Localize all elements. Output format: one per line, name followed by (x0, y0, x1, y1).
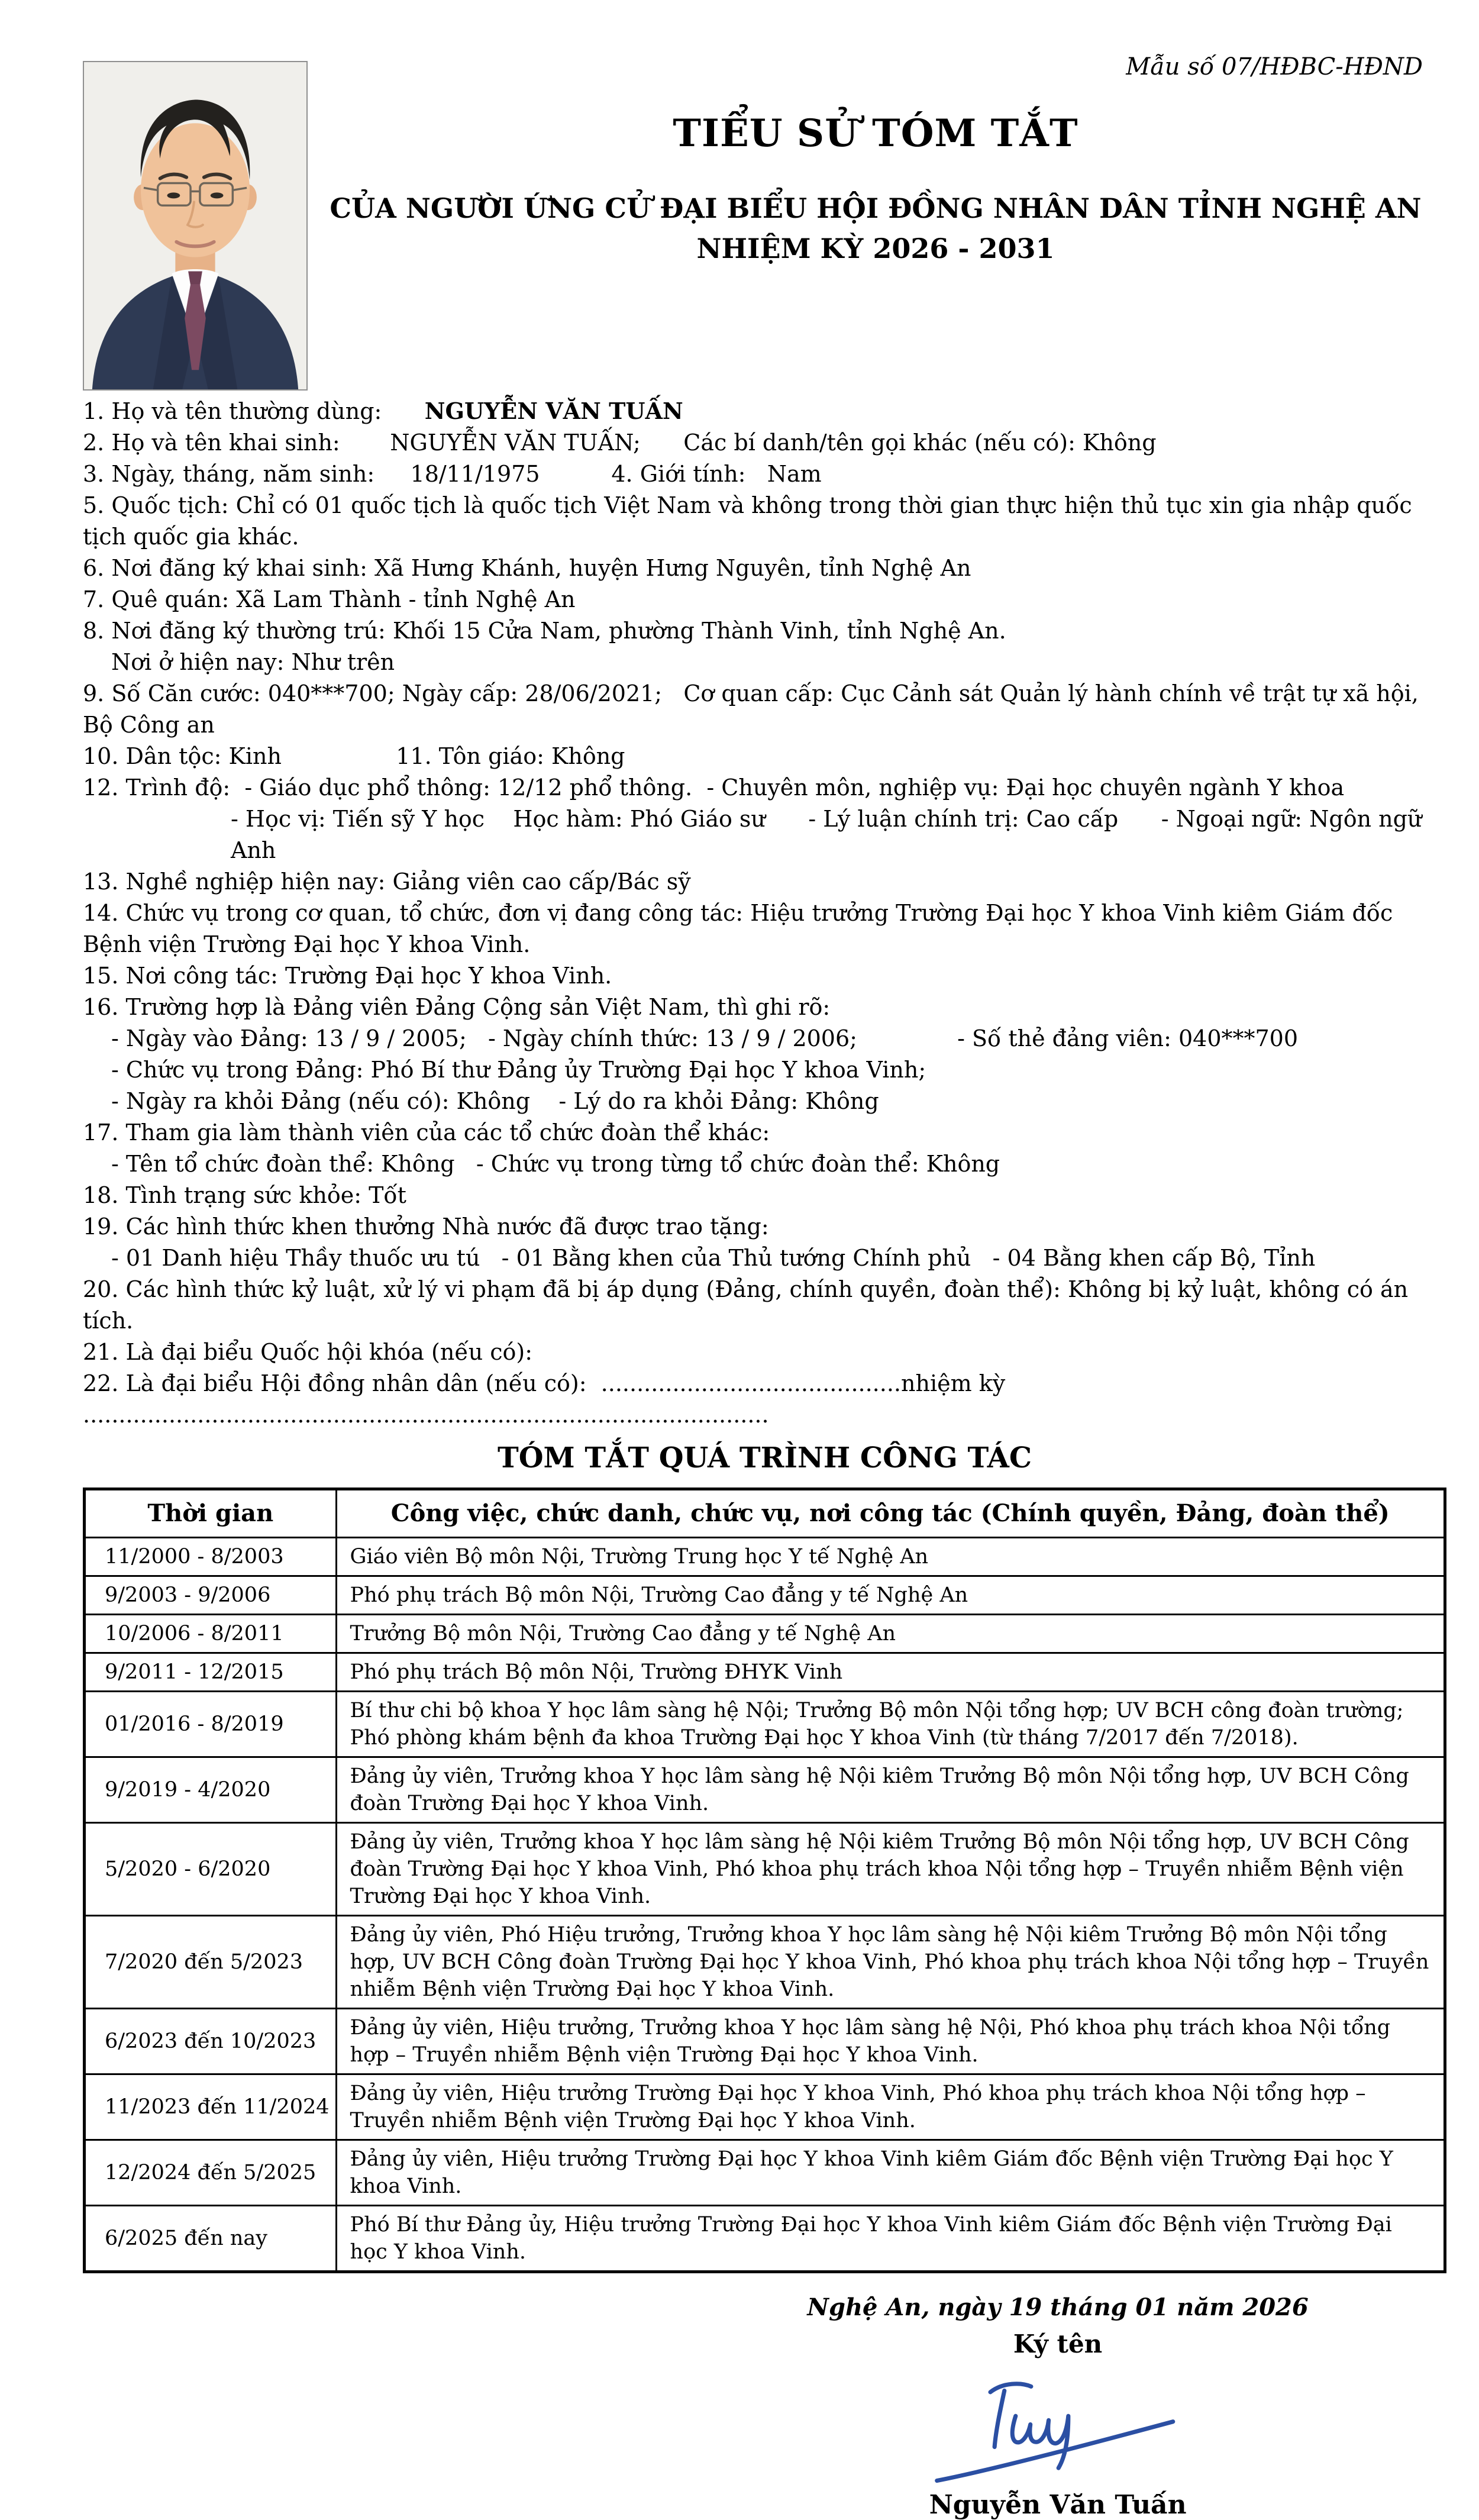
column-header-time: Thời gian (85, 1489, 337, 1538)
time-cell: 11/2023 đến 11/2024 (85, 2074, 337, 2140)
page-title: TIỂU SỬ TÓM TẮT (673, 111, 1078, 156)
time-cell: 7/2020 đến 5/2023 (85, 1916, 337, 2009)
time-cell: 6/2023 đến 10/2023 (85, 2009, 337, 2074)
bio-line-19a: - 01 Danh hiệu Thầy thuốc ưu tú - 01 Bằng khen của Thủ tướng Chính phủ - 04 Bằng khen cấp Bộ, Tỉnh (111, 1245, 1316, 1271)
time-cell: 9/2019 - 4/2020 (85, 1757, 337, 1823)
work-history-row (85, 2206, 1445, 2272)
work-history-row (85, 1653, 1445, 1692)
job-cell: Trưởng Bộ môn Nội, Trường Cao đẳng y tế Nghệ An (336, 1615, 1445, 1653)
time-cell: 6/2025 đến nay (85, 2206, 337, 2272)
work-history-row (85, 1576, 1445, 1615)
bio-line-2: 2. Họ và tên khai sinh: NGUYỄN VĂN TUẤN; Các bí danh/tên gọi khác (nếu có): Không (83, 430, 1157, 456)
work-history-row (85, 2009, 1445, 2074)
work-history-table (83, 1488, 1446, 2273)
job-cell: Đảng ủy viên, Phó Hiệu trưởng, Trưởng khoa Y học lâm sàng hệ Nội kiêm Trưởng Bộ môn Nội tổng hợp, UV BCH Công đoàn Trường Đại học Y khoa Vinh, Phó khoa phụ trách khoa Nội tổng hợp – Truyền nhiễm Bệnh viện Trường Đại học Y khoa Vinh. (336, 1916, 1445, 2009)
work-history-header-row (85, 1489, 1445, 1538)
time-cell: 01/2016 - 8/2019 (85, 1692, 337, 1757)
form-code: Mẫu số 07/HĐBC-HĐND (1126, 53, 1423, 80)
bio-line-residence: Nơi ở hiện nay: Như trên (111, 649, 395, 675)
time-cell: 12/2024 đến 5/2025 (85, 2140, 337, 2206)
page-term: NHIỆM KỲ 2026 - 2031 (696, 233, 1055, 264)
bio-line-16b: - Chức vụ trong Đảng: Phó Bí thư Đảng ủy Trường Đại học Y khoa Vinh; (111, 1057, 926, 1083)
job-cell: Giáo viên Bộ môn Nội, Trường Trung học Y tế Nghệ An (336, 1538, 1445, 1576)
bio-line-12: 12. Trình độ: - Giáo dục phổ thông: 12/12 phổ thông. - Chuyên môn, nghiệp vụ: Đại học chuyên ngành Y khoa (83, 775, 1345, 801)
bio-line-12b: - Học vị: Tiến sỹ Y học Học hàm: Phó Giáo sư - Lý luận chính trị: Cao cấp - Ngoại ngữ: Ngôn ngữ Anh (231, 806, 1429, 863)
time-cell: 9/2011 - 12/2015 (85, 1653, 337, 1692)
bio-line-10-11: 10. Dân tộc: Kinh 11. Tôn giáo: Không (83, 743, 625, 769)
job-cell: Đảng ủy viên, Hiệu trưởng, Trưởng khoa Y học lâm sàng hệ Nội, Phó khoa phụ trách khoa Nội tổng hợp – Truyền nhiễm Bệnh viện Trường Đại học Y khoa Vinh. (336, 2009, 1445, 2074)
work-history-title: TÓM TẮT QUÁ TRÌNH CÔNG TÁC (497, 1441, 1032, 1474)
bio-line-19: 19. Các hình thức khen thưởng Nhà nước đã được trao tặng: (83, 1214, 769, 1240)
work-history-row (85, 1823, 1445, 1916)
work-history-row (85, 1692, 1445, 1757)
job-cell: Bí thư chi bộ khoa Y học lâm sàng hệ Nội; Trưởng Bộ môn Nội tổng hợp; UV BCH công đoàn trường; Phó phòng khám bệnh đa khoa Trường Đại học Y khoa Vinh (từ tháng 7/2017 đến 7/2018). (336, 1692, 1445, 1757)
bio-line-8: 8. Nơi đăng ký thường trú: Khối 15 Cửa Nam, phường Thành Vinh, tỉnh Nghệ An. (83, 618, 1006, 644)
bio-line-18: 18. Tình trạng sức khỏe: Tốt (83, 1182, 406, 1208)
signature-block (737, 2293, 1378, 2520)
job-cell: Phó phụ trách Bộ môn Nội, Trường ĐHYK Vinh (336, 1653, 1445, 1692)
bio-line-16c: - Ngày ra khỏi Đảng (nếu có): Không - Lý do ra khỏi Đảng: Không (111, 1088, 879, 1114)
bio-line-17a: - Tên tổ chức đoàn thể: Không - Chức vụ trong từng tổ chức đoàn thể: Không (111, 1151, 1000, 1177)
handwritten-signature (892, 2374, 1223, 2486)
time-cell: 9/2003 - 9/2006 (85, 1576, 337, 1615)
work-history-row (85, 2074, 1445, 2140)
work-history-row (85, 1916, 1445, 2009)
bio-line-13: 13. Nghề nghiệp hiện nay: Giảng viên cao cấp/Bác sỹ (83, 869, 691, 895)
bio-line-3: 3. Ngày, tháng, năm sinh: 18/11/1975 4. Giới tính: Nam (83, 461, 822, 487)
job-cell: Phó phụ trách Bộ môn Nội, Trường Cao đẳng y tế Nghệ An (336, 1576, 1445, 1615)
biography-content (83, 395, 1446, 2520)
job-cell: Phó Bí thư Đảng ủy, Hiệu trưởng Trường Đại học Y khoa Vinh kiêm Giám đốc Bệnh viện Trường Đại học Y khoa Vinh. (336, 2206, 1445, 2272)
job-cell: Đảng ủy viên, Hiệu trưởng Trường Đại học Y khoa Vinh kiêm Giám đốc Bệnh viện Trường Đại học Y khoa Vinh. (336, 2140, 1445, 2206)
page-subtitle: CỦA NGƯỜI ỨNG CỬ ĐẠI BIỂU HỘI ĐỒNG NHÂN DÂN TỈNH NGHỆ AN (330, 192, 1422, 224)
signature-strokes (892, 2374, 1223, 2486)
job-cell: Đảng ủy viên, Trưởng khoa Y học lâm sàng hệ Nội kiêm Trưởng Bộ môn Nội tổng hợp, UV BCH Công đoàn Trường Đại học Y khoa Vinh. (336, 1757, 1445, 1823)
signed-name: Nguyễn Văn Tuấn (929, 2490, 1187, 2520)
bio-line-17: 17. Tham gia làm thành viên của các tổ chức đoàn thể khác: (83, 1119, 770, 1146)
job-cell: Đảng ủy viên, Trưởng khoa Y học lâm sàng hệ Nội kiêm Trưởng Bộ môn Nội tổng hợp, UV BCH Công đoàn Trường Đại học Y khoa Vinh, Phó khoa phụ trách khoa Nội tổng hợp – Truyền nhiễm Bệnh viện Trường Đại học Y khoa Vinh. (336, 1823, 1445, 1916)
column-header-job: Công việc, chức danh, chức vụ, nơi công tác (Chính quyền, Đảng, đoàn thể) (336, 1489, 1445, 1538)
portrait-illustration (84, 62, 306, 389)
bio-line-21: 21. Là đại biểu Quốc hội khóa (nếu có): (83, 1339, 533, 1365)
work-history-row (85, 1757, 1445, 1823)
bio-line-1-label: 1. Họ và tên thường dùng: (83, 398, 425, 424)
bio-line-1-name: NGUYỄN VĂN TUẤN (424, 398, 683, 424)
time-cell: 10/2006 - 8/2011 (85, 1615, 337, 1653)
work-history-row (85, 1538, 1445, 1576)
bio-line-14: 14. Chức vụ trong cơ quan, tổ chức, đơn vị đang công tác: Hiệu trưởng Trường Đại học Y khoa Vinh kiêm Giám đốc Bệnh viện Trường Đại học Y khoa Vinh. (83, 900, 1400, 957)
time-cell: 11/2000 - 8/2003 (85, 1538, 337, 1576)
job-cell: Đảng ủy viên, Hiệu trưởng Trường Đại học Y khoa Vinh, Phó khoa phụ trách khoa Nội tổng hợp – Truyền nhiễm Bệnh viện Trường Đại học Y khoa Vinh. (336, 2074, 1445, 2140)
candidate-portrait-photo (83, 61, 308, 391)
document-header (308, 111, 1444, 264)
bio-line-15: 15. Nơi công tác: Trường Đại học Y khoa Vinh. (83, 963, 612, 989)
bio-line-1 (83, 395, 1446, 427)
time-cell: 5/2020 - 6/2020 (85, 1823, 337, 1916)
bio-line-22: 22. Là đại biểu Hội đồng nhân dân (nếu có): ..........................................nhiệm kỳ ................................................................................................ (83, 1370, 1013, 1428)
bio-line-9: 9. Số Căn cước: 040***700; Ngày cấp: 28/06/2021; Cơ quan cấp: Cục Cảnh sát Quản lý hành chính về trật tự xã hội, Bộ Công an (83, 680, 1426, 738)
bio-line-16a: - Ngày vào Đảng: 13 / 9 / 2005; - Ngày chính thức: 13 / 9 / 2006; - Số thẻ đảng viên: 040***700 (111, 1025, 1299, 1051)
bio-line-5: 5. Quốc tịch: Chỉ có 01 quốc tịch là quốc tịch Việt Nam và không trong thời gian thực hiện thủ tục xin gia nhập quốc tịch quốc gia khác. (83, 492, 1419, 550)
bio-line-6: 6. Nơi đăng ký khai sinh: Xã Hưng Khánh, huyện Hưng Nguyên, tỉnh Nghệ An (83, 555, 971, 581)
bio-line-7: 7. Quê quán: Xã Lam Thành - tỉnh Nghệ An (83, 586, 576, 612)
work-history-row (85, 1615, 1445, 1653)
place-date: Nghệ An, ngày 19 tháng 01 năm 2026 (807, 2293, 1309, 2321)
sign-label: Ký tên (1013, 2329, 1103, 2358)
bio-line-20: 20. Các hình thức kỷ luật, xử lý vi phạm đã bị áp dụng (Đảng, chính quyền, đoàn thể): Không bị kỷ luật, không có án tích. (83, 1276, 1416, 1334)
bio-line-16: 16. Trường hợp là Đảng viên Đảng Cộng sản Việt Nam, thì ghi rõ: (83, 994, 831, 1020)
work-history-row (85, 2140, 1445, 2206)
